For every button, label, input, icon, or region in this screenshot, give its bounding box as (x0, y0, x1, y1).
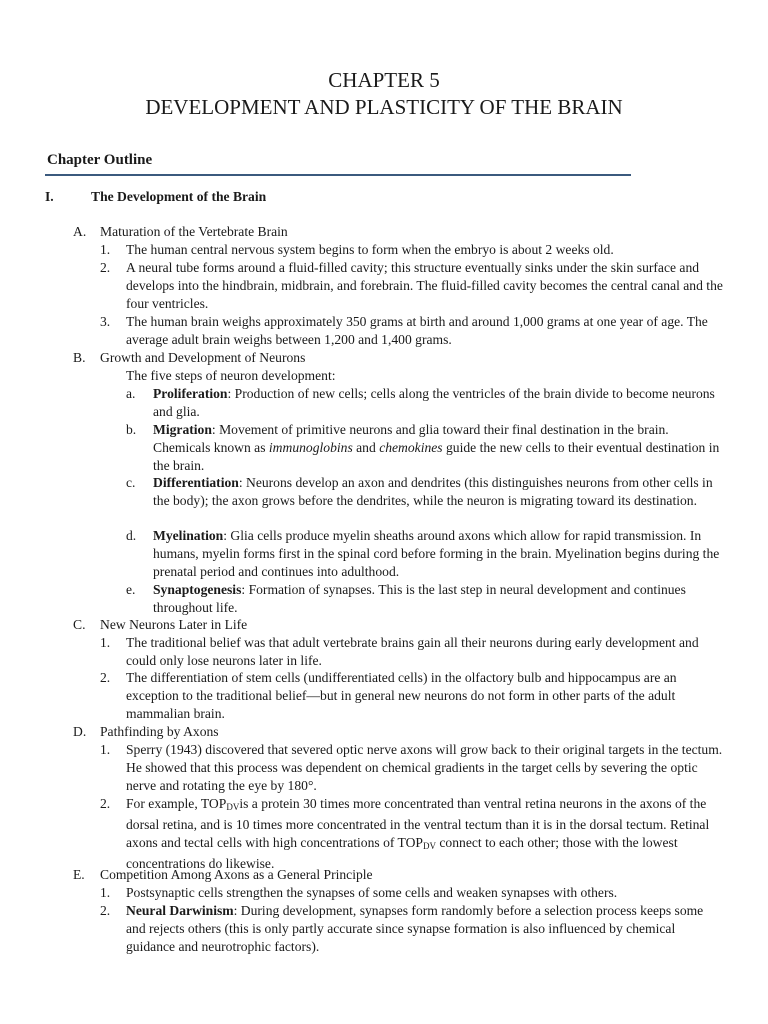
list-item-text: The differentiation of stem cells (undifferentiated cells) in the olfactory bulb and hippocampus are an exception to the traditional belief—but in general new neurons do not form in other parts of the adult mammalian brain. (126, 670, 677, 721)
term: Neural Darwinism (126, 903, 234, 918)
term: Differentiation (153, 475, 239, 490)
list-item-number: 2. (100, 903, 111, 918)
list-item-letter: c. (126, 475, 136, 490)
subsection-a-title: Maturation of the Vertebrate Brain (100, 224, 288, 239)
list-item-letter: e. (126, 582, 136, 597)
term: Migration (153, 422, 212, 437)
list-item-letter: a. (126, 386, 136, 401)
outline-heading: Chapter Outline (47, 152, 153, 168)
subscript: DV (226, 802, 240, 812)
list-item-text: A neural tube forms around a fluid-filled cavity; this structure eventually sinks under the skin surface and develops into the hindbrain, midbrain, and forebrain. The fluid-filled cavity becomes the central canal and the four ventricles. (126, 260, 723, 311)
list-item-number: 2. (100, 260, 111, 275)
list-item-text: Neural Darwinism: During development, synapses form randomly before a selection process keeps some and rejects others (this is only partly accurate since synapse formation is also influenced by chemical guidance and neurotrophic factors). (126, 903, 704, 954)
subsection-b-label: B. (73, 350, 86, 365)
term: Proliferation (153, 386, 228, 401)
subsection-d-title: Pathfinding by Axons (100, 724, 219, 739)
list-item-text: Myelination: Glia cells produce myelin sheaths around axons which allow for rapid transmission. In humans, myelin forms first in the spinal cord before forming in the brain. Myelination begins during the prenatal period and continues into adulthood. (153, 528, 720, 579)
italic-term: immunoglobins (268, 440, 353, 455)
list-item-text: Migration: Movement of primitive neurons and glia toward their final destination in the brain. Chemicals known as immunoglobins and chemokines guide the new cells to their eventual destination in the brain. (153, 422, 720, 473)
list-item-text: The human central nervous system begins to form when the embryo is about 2 weeks old. (126, 242, 614, 257)
list-item-text: The traditional belief was that adult vertebrate brains gain all their neurons during early development and could only lose neurons later in life. (126, 635, 699, 668)
term: Synaptogenesis (153, 582, 242, 597)
list-item-text: For example, $TOP_{DV}is$ a protein 30 times more concentrated than ventral retina neurons in the axons of the dorsal retina, and is 10 times more concentrated in the ventral tectum than it is in the dorsal tectum. Retinal axons and tectal cells with high concentrations of $TOP_{DV}$ connect to each other; those with the lowest concentrations do likewise. (126, 796, 710, 871)
chapter-number: CHAPTER 5 (328, 68, 440, 92)
list-item-number: 1. (100, 635, 111, 650)
list-item-number: 1. (100, 742, 111, 757)
list-item-letter: d. (126, 528, 137, 543)
chapter-title: DEVELOPMENT AND PLASTICITY OF THE BRAIN (145, 95, 623, 119)
list-item-number: 2. (100, 796, 111, 811)
section-title: The Development of the Brain (91, 189, 267, 204)
subscript: DV (423, 841, 436, 851)
subsection-a-label: A. (73, 224, 87, 239)
italic-term: chemokines (379, 440, 443, 455)
list-item-number: 1. (100, 885, 111, 900)
list-item-text: Proliferation: Production of new cells; cells along the ventricles of the brain divide to become neurons and glia. (153, 386, 715, 419)
subsection-c-label: C. (73, 617, 86, 632)
subsection-b-title: Growth and Development of Neurons (100, 350, 306, 365)
list-item-text: Postsynaptic cells strengthen the synapses of some cells and weaken synapses with others. (126, 885, 618, 900)
subsection-e-label: E. (73, 867, 85, 882)
list-item-text: Differentiation: Neurons develop an axon and dendrites (this distinguishes neurons from other cells in the body); the axon grows before the dendrites, while the neuron is migrating toward its destination. (153, 475, 713, 508)
list-item-text: The human brain weighs approximately 350 grams at birth and around 1,000 grams at one year of age. The average adult brain weighs between 1,200 and 1,400 grams. (126, 314, 708, 347)
term: Myelination (153, 528, 224, 543)
list-item-letter: b. (126, 422, 137, 437)
subsection-b-intro: The five steps of neuron development: (126, 368, 336, 383)
subsection-c-title: New Neurons Later in Life (100, 617, 248, 632)
section-number: I. (45, 189, 54, 204)
subsection-d-label: D. (73, 724, 87, 739)
list-item-text: Synaptogenesis: Formation of synapses. This is the last step in neural development and continues throughout life. (153, 582, 686, 615)
heading-rule (45, 174, 631, 176)
list-item-number: 1. (100, 242, 111, 257)
subsection-e-title: Competition Among Axons as a General Principle (100, 867, 373, 882)
list-item-number: 3. (100, 314, 111, 329)
list-item-number: 2. (100, 670, 111, 685)
list-item-text: Sperry (1943) discovered that severed optic nerve axons will grow back to their original targets in the tectum. He showed that this process was dependent on chemical gradients in the target cells by severing the optic nerve and rotating the eye by 180°. (126, 742, 723, 793)
